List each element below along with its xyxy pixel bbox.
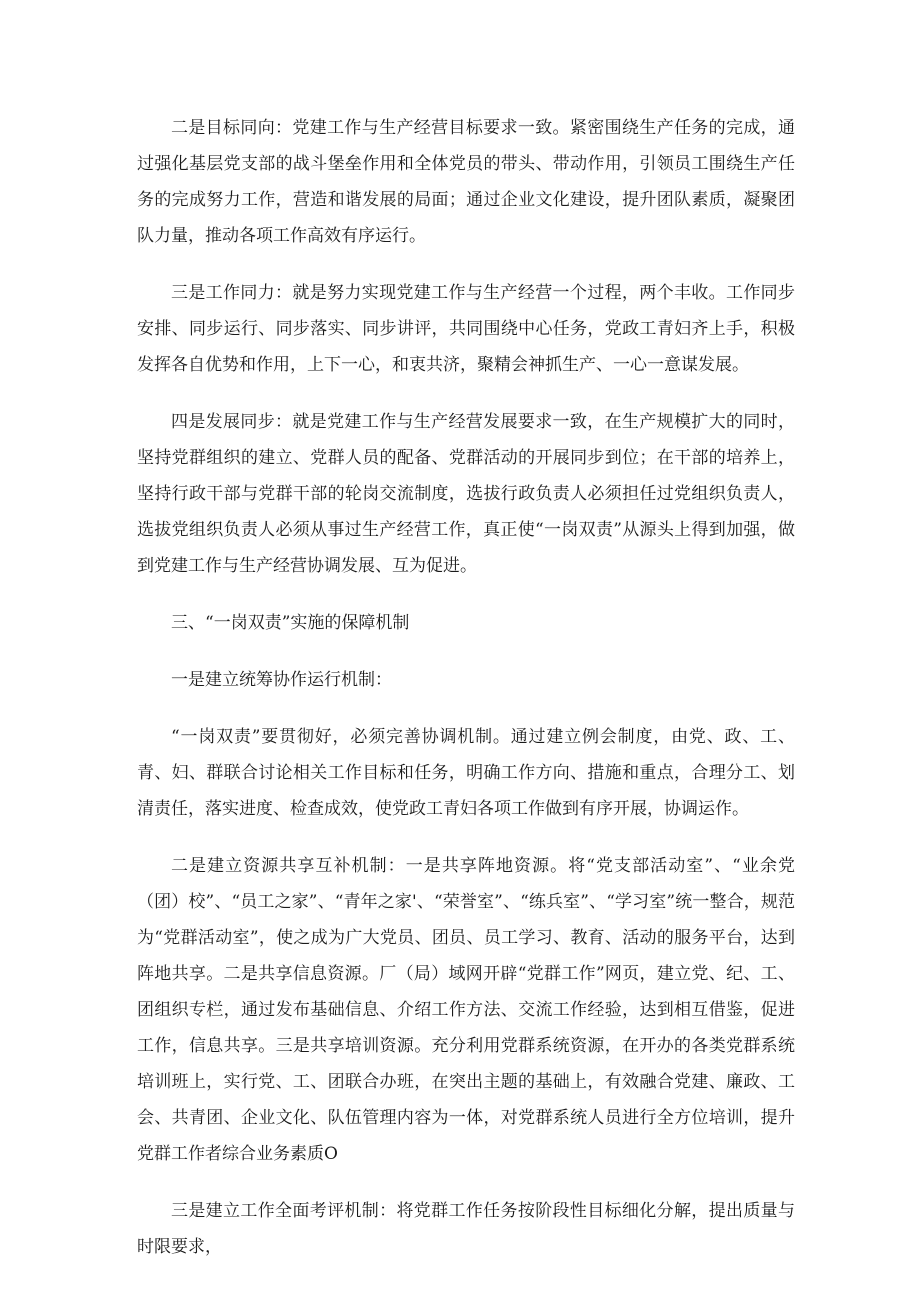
paragraph-resource-sharing: 二是建立资源共享互补机制：一是共享阵地资源。将“党支部活动室”、“业余党（团）校”、“员工之家”、“青年之家'、“荣誉室”、“练兵室”、“学习室”统一整合，规范为“党群活动室”，使之成为广大党员、团员、员工学习、教育、活动的服务平台，达到阵地共享。二是共享信息资源。厂（局）域网开辟“党群工作”网页，建立党、纪、工、团组织专栏，通过发布基础信息、介绍工作方法、交流工作经验，达到相互借鉴，促进工作，信息共享。三是共享培训资源。充分利用党群系统资源，在开办的各类党群系统培训班上，实行党、工、团联合办班，在突出主题的基础上，有效融合党建、廉政、工会、共青团、企业文化、队伍管理内容为一体，对党群系统人员进行全方位培训，提升党群工作者综合业务素质O (137, 856, 795, 1164)
paragraph-goal-alignment: 二是目标同向：党建工作与生产经营目标要求一致。紧密围绕生产任务的完成，通过强化基层党支部的战斗堡垒作用和全体党员的带头、带动作用，引领员工围绕生产任务的完成努力工作，营造和谐发展的局面；通过企业文化建设，提升团队素质，凝聚团队力量，推动各项工作高效有序运行。 (137, 118, 795, 246)
subheading-coordination-mechanism: 一是建立统筹协作运行机制： (171, 670, 392, 690)
section-heading-safeguard-mechanism: 三、“一岗双责”实施的保障机制 (171, 613, 410, 633)
document-page (137, 110, 795, 1286)
paragraph-coordination-detail: “一岗双责”要贯彻好，必须完善协调机制。通过建立例会制度，由党、政、工、青、妇、群联合讨论相关工作目标和任务，明确工作方向、措施和重点，合理分工、划清责任，落实进度、检查成效，使党政工青妇各项工作做到有序开展，协调运作。 (137, 727, 795, 819)
paragraph-joint-effort: 三是工作同力：就是努力实现党建工作与生产经营一个过程，两个丰收。工作同步安排、同步运行、同步落实、同步讲评，共同围绕中心任务，党政工青妇齐上手，积极发挥各自优势和作用，上下一心，和衷共济，聚精会神抓生产、一心一意谋发展。 (137, 283, 795, 375)
paragraph-synchronous-development: 四是发展同步：就是党建工作与生产经营发展要求一致，在生产规模扩大的同时，坚持党群组织的建立、党群人员的配备、党群活动的开展同步到位；在干部的培养上，坚持行政干部与党群干部的轮岗交流制度，选拔行政负责人必须担任过党组织负责人，选拔党组织负责人必须从事过生产经营工作，真正使“一岗双责”从源头上得到加强，做到党建工作与生产经营协调发展、互为促进。 (137, 412, 795, 576)
paragraph-evaluation-mechanism: 三是建立工作全面考评机制：将党群工作任务按阶段性目标细化分解，提出质量与时限要求， (137, 1201, 795, 1257)
